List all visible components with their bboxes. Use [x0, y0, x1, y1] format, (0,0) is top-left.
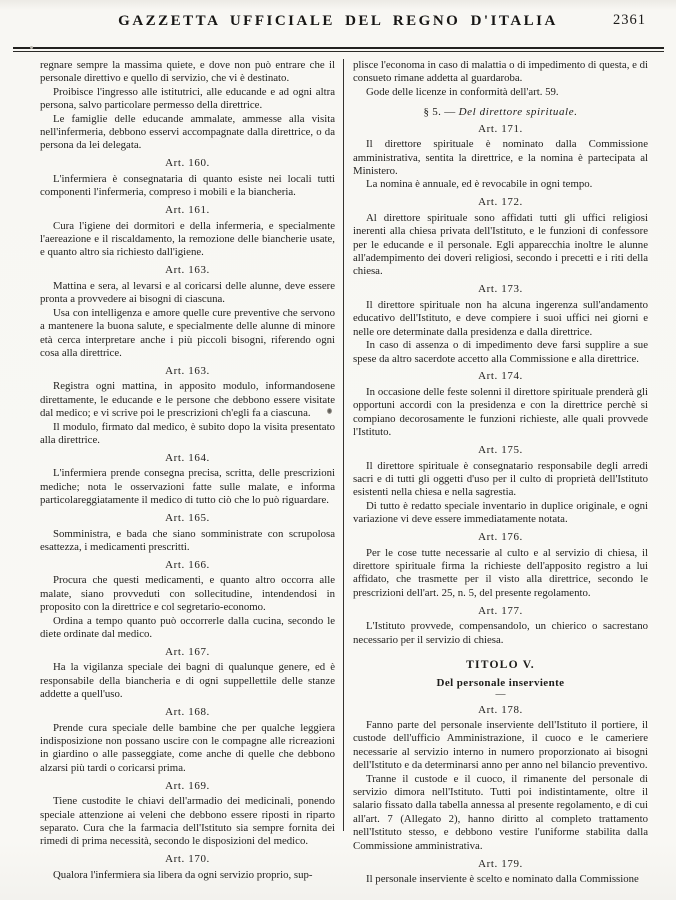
title-heading: TITOLO V.: [466, 658, 535, 671]
paragraph: Mattina e sera, al levarsi e al coricarsi delle alunne, deve essere pronta a provvedere ai bisogni di ciascuna.: [40, 279, 335, 306]
article-heading: Art. 161.: [165, 204, 210, 217]
article-heading: Art. 177.: [478, 604, 523, 617]
article-heading: Art. 179.: [478, 857, 523, 870]
paragraph: L'infermiera prende consegna precisa, scritta, delle prescrizioni mediche; nota le osservazioni fatte sulle malate, e informa particolareggiatamente il medico di tutto ciò che lo può riguardare.: [40, 467, 335, 507]
article-heading: Art. 169.: [165, 779, 210, 792]
paragraph: Il direttore spirituale non ha alcuna ingerenza sull'andamento educativo dell'Istituto, e deve compiere i suoi uffici nei giorni e nelle ore determinate dalla presidenza e dalla direttrice.: [353, 298, 648, 338]
article-heading: Art. 173.: [478, 283, 523, 296]
paragraph: Ordina a tempo quanto può occorrerle dalla cucina, secondo le diete ordinate dal medico.: [40, 614, 335, 640]
paragraph: Prende cura speciale delle bambine che per qualche leggiera indisposizione non possano uscire con le compagne alle ricreazioni in giardino o alle passeggiate, come anche di quelle che debbono alzarsi più tardi o coricarsi prima.: [40, 721, 335, 774]
article-heading: Art. 170.: [165, 853, 210, 866]
subtitle-heading: Del personale inserviente: [436, 677, 565, 689]
scan-speck: [30, 46, 33, 49]
paragraph: Tranne il custode e il cuoco, il rimanente del personale di servizio dimora nell'Istituto. Tutti poi indistintamente, oltre il salario fissato dalla tabella annessa al presente regolamento, e di cui all'art. 7 (Allegato 2), hanno diritto al completo trattamento nell'Istituto stesso, e debbono vestire l'uniforme stabilita dalla Commissione amministrativa.: [353, 772, 648, 852]
text-columns: [0, 52, 676, 886]
section-title: Del direttore spirituale.: [458, 106, 578, 119]
paragraph: Le famiglie delle educande ammalate, ammesse alla visita nell'infermeria, debbono esservi accompagnate dalla direttrice, o da persona da lei delegata.: [40, 112, 335, 152]
print-artifact: [327, 408, 332, 414]
paragraph: regnare sempre la massima quiete, e dove non può entrare che il personale direttivo e quello di servizio, che vi è destinato.: [40, 59, 335, 85]
article-heading: Art. 160.: [165, 157, 210, 170]
article-heading: Art. 163.: [165, 264, 210, 277]
paragraph: Gode delle licenze in conformità dell'art. 59.: [366, 85, 559, 98]
masthead: [0, 0, 676, 39]
gazette-title: GAZZETTA UFFICIALE DEL REGNO D'ITALIA: [118, 13, 558, 29]
article-heading: Art. 167.: [165, 645, 210, 658]
right-column: [344, 59, 648, 886]
article-heading: Art. 175.: [478, 444, 523, 457]
paragraph: Al direttore spirituale sono affidati tutti gli uffici religiosi inerenti alla chiesa privata dell'Istituto, e le funzioni di confessore per le educande e il personale. Egli apparecchia inoltre le alunne all'adempimento dei doveri religiosi, secondo i precetti e i riti della chiesa.: [353, 211, 648, 278]
article-heading: Art. 164.: [165, 451, 210, 464]
dash-divider: —: [495, 689, 506, 700]
article-heading: Art. 168.: [165, 706, 210, 719]
paragraph: Procura che questi medicamenti, e quanto altro occorra alle malate, siano provveduti con sollecitudine, intendendosi in proposito con la direttrice e col segretario-economo.: [40, 574, 335, 614]
paragraph: Cura l'igiene dei dormitori e della infermeria, e specialmente l'aereazione e il riscaldamento, la remozione delle biancherie usate, e quanto altro sia richiesto dall'igiene.: [40, 219, 335, 259]
paragraph: In caso di assenza o di impedimento deve farsi supplire a sue spese da altro sacerdote accetto alla Commissione e alla direttrice.: [353, 339, 648, 365]
paragraph: Qualora l'infermiera sia libera da ogni servizio proprio, sup-: [53, 868, 313, 881]
left-column: [40, 59, 343, 886]
paragraph: La nomina è annuale, ed è revocabile in ogni tempo.: [366, 178, 593, 191]
article-heading: Art. 174.: [478, 370, 523, 383]
article-heading: Art. 178.: [478, 703, 523, 716]
page-number: 2361: [613, 12, 646, 28]
paragraph: plisce l'economa in caso di malattia o di impedimento di questa, e di consueto rimane addetta al guardaroba.: [353, 59, 648, 85]
paragraph: Proibisce l'ingresso alle istitutrici, alle educande e ad ogni altra persona, salvo particolare permesso della direttrice.: [40, 85, 335, 112]
paragraph: Il personale inserviente è scelto e nominato dalla Commissione: [366, 873, 639, 886]
section-heading: [353, 106, 648, 118]
article-heading: Art. 172.: [478, 196, 523, 209]
paragraph: Ha la vigilanza speciale dei bagni di qualunque genere, ed è responsabile della biancheria e di ogni suppellettile delle stanze addette a quell'uso.: [40, 661, 335, 701]
paragraph: L'infermiera è consegnataria di quanto esiste nei locali tutti componenti l'infermeria, compreso i mobili e la biancheria.: [40, 172, 335, 199]
paragraph: Fanno parte del personale inserviente dell'Istituto il portiere, il custode dell'ufficio Amministrazione, il cuoco e le cameriere necessarie al servizio interno in numero proporzionato ai bisogni dell'Istituto e da determinarsi anno per anno nel bilancio preventivo.: [353, 719, 648, 772]
paragraph: L'Istituto provvede, compensandolo, un chierico o sacrestano necessario per il servizio di chiesa.: [353, 620, 648, 646]
paragraph: Per le cose tutte necessarie al culto e al servizio di chiesa, il direttore spirituale firma la richieste dell'apposito registro a lui affidato, che trasmette per il visto alla direttrice, secondo le prescrizioni dell'art. 25, n. 5, del presente regolamento.: [353, 546, 648, 599]
section-prefix: § 5. —: [423, 106, 459, 119]
article-heading: Art. 163.: [165, 364, 210, 377]
paragraph: Il direttore spirituale è consegnatario responsabile degli arredi sacri e di tutti gli oggetti d'uso per il culto di proprietà dell'Istituto esistenti nella chiesa e nella sagrestia.: [353, 459, 648, 499]
paragraph: Il modulo, firmato dal medico, è subito dopo la visita presentato alla direttrice.: [40, 420, 335, 446]
paragraph: Registra ogni mattina, in apposito modulo, informandosene direttamente, le educande e le persone che debbono essere visitate dal medico; e vi scrive poi le prescrizioni ch'egli fa a ciascuna.: [40, 380, 335, 420]
paragraph: Somministra, e bada che siano somministrate con scrupolosa esattezza, i medicamenti prescritti.: [40, 527, 335, 553]
paragraph: Tiene custodite le chiavi dell'armadio dei medicinali, ponendo speciale attenzione ai veleni che debbono essere riposti in riparto separato. Cura che la farmacia dell'Istituto sia sempre fornita dei rimedi di prima necessità, secondo le disposizioni del medico.: [40, 795, 335, 848]
article-heading: Art. 166.: [165, 558, 210, 571]
paragraph: Il direttore spirituale è nominato dalla Commissione amministrativa, sentita la direttrice, e la nomina è partecipata al Ministero.: [353, 138, 648, 178]
article-heading: Art. 165.: [165, 512, 210, 525]
paragraph: Usa con intelligenza e amore quelle cure preventive che servono a mantenere la buona salute, e specialmente delle alunne di minore età cerca interpretare anche i più piccoli bisogni, riferendo ogni cosa alla direttrice.: [40, 306, 335, 359]
article-heading: Art. 176.: [478, 531, 523, 544]
article-heading: Art. 171.: [478, 122, 523, 135]
paragraph: In occasione delle feste solenni il direttore spirituale prenderà gli opportuni accordi con la presidenza e con la direttrice perchè si compiano decorosamente le funzioni richieste, alle quali provvede l'Istituto.: [353, 385, 648, 439]
paragraph: Di tutto è redatto speciale inventario in duplice originale, e ogni variazione vi deve essere immediatamente notata.: [353, 499, 648, 526]
